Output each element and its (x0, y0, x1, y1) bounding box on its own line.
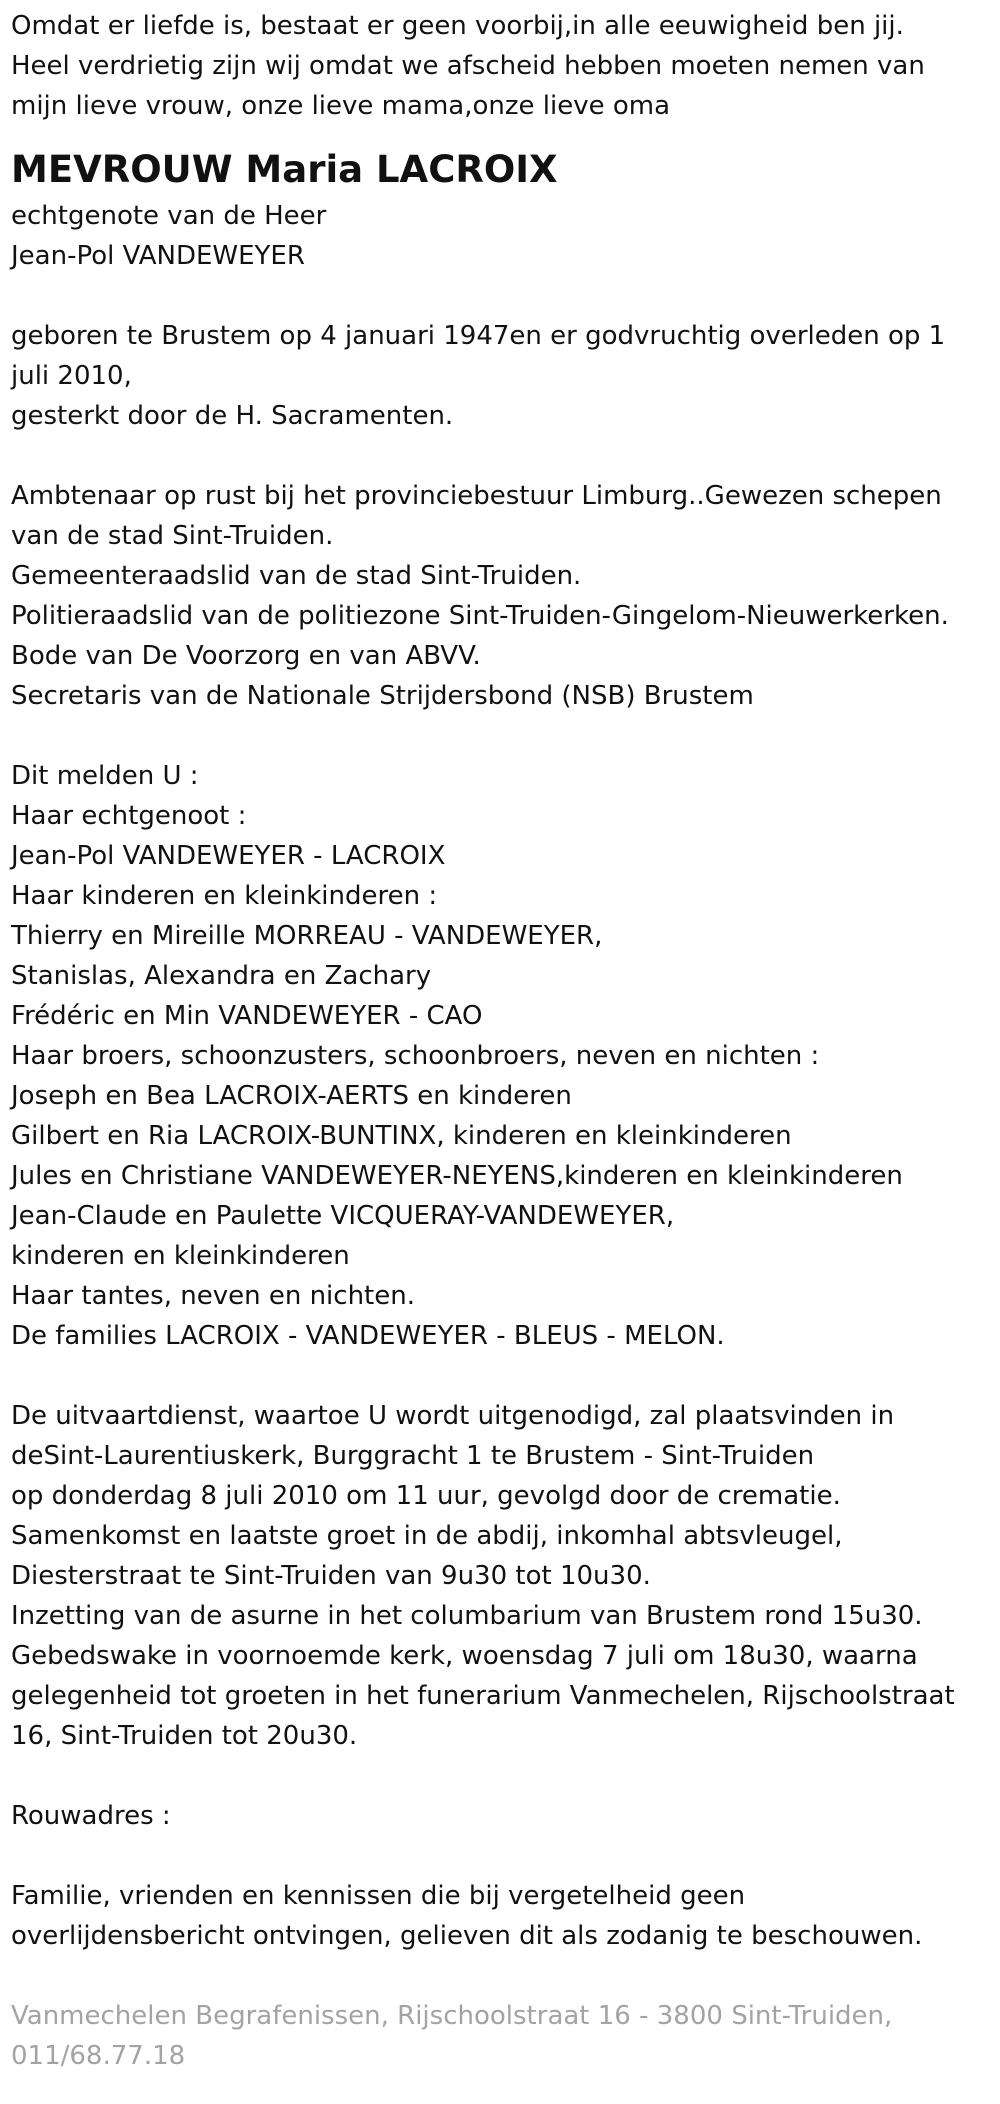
family-line: Haar echtgenoot : (11, 801, 247, 831)
intro-verse (11, 6, 988, 126)
mourning-address-label: Rouwadres : (11, 1801, 171, 1831)
career-line: Secretaris van de Nationale Strijdersbond (NSB) Brustem (11, 681, 754, 711)
family-line: Joseph en Bea LACROIX-AERTS en kinderen (11, 1081, 572, 1111)
service-line: Inzetting van de asurne in het columbarium van Brustem rond 15u30. (11, 1601, 923, 1631)
service-line: deSint-Laurentiuskerk, Burggracht 1 te Brustem - Sint-Truiden (11, 1441, 815, 1471)
service-line: 16, Sint-Truiden tot 20u30. (11, 1721, 358, 1751)
spacer (11, 1756, 988, 1796)
spouse-line: echtgenote van de Heer (11, 201, 327, 231)
family-line: Jules en Christiane VANDEWEYER-NEYENS,kinderen en kleinkinderen (11, 1161, 903, 1191)
intro-line: Heel verdrietig zijn wij omdat we afscheid hebben moeten nemen van (11, 51, 925, 81)
deceased-name: MEVROUW Maria LACROIX (11, 148, 558, 191)
family-line: Haar kinderen en kleinkinderen : (11, 881, 438, 911)
career-info (11, 476, 988, 716)
family-line: kinderen en kleinkinderen (11, 1241, 350, 1271)
family-line: Jean-Pol VANDEWEYER - LACROIX (11, 841, 446, 871)
notice-text (11, 1876, 988, 1956)
family-line: Jean-Claude en Paulette VICQUERAY-VANDEWEYER, (11, 1201, 675, 1231)
family-line: Thierry en Mireille MORREAU - VANDEWEYER, (11, 921, 603, 951)
birth-line: juli 2010, (11, 361, 132, 391)
service-line: Diesterstraat te Sint-Truiden van 9u30 tot 10u30. (11, 1561, 651, 1591)
family-line: Haar broers, schoonzusters, schoonbroers, neven en nichten : (11, 1041, 820, 1071)
family-line: Dit melden U : (11, 761, 199, 791)
service-line: Samenkomst en laatste groet in de abdij, inkomhal abtsvleugel, (11, 1521, 843, 1551)
spouse-info (11, 196, 988, 276)
family-line: Haar tantes, neven en nichten. (11, 1281, 415, 1311)
birth-line: geboren te Brustem op 4 januari 1947en er godvruchtig overleden op 1 (11, 321, 946, 351)
family-line: Stanislas, Alexandra en Zachary (11, 961, 432, 991)
funeral-home-footer (11, 1996, 988, 2076)
funeral-service-info (11, 1396, 988, 1756)
service-line: op donderdag 8 juli 2010 om 11 uur, gevolgd door de crematie. (11, 1481, 841, 1511)
notice-line: overlijdensbericht ontvingen, gelieven dit als zodanig te beschouwen. (11, 1921, 923, 1951)
intro-line: Omdat er liefde is, bestaat er geen voorbij,in alle eeuwigheid ben jij. (11, 11, 904, 41)
service-line: Gebedswake in voornoemde kerk, woensdag 7 juli om 18u30, waarna (11, 1641, 918, 1671)
birth-death-info (11, 316, 988, 436)
spacer (11, 276, 988, 316)
spacer (11, 436, 988, 476)
spacer (11, 1356, 988, 1396)
birth-line: gesterkt door de H. Sacramenten. (11, 401, 454, 431)
spouse-line: Jean-Pol VANDEWEYER (11, 241, 305, 271)
footer-line: Vanmechelen Begrafenissen, Rijschoolstraat 16 - 3800 Sint-Truiden, (11, 2001, 893, 2031)
family-line: De families LACROIX - VANDEWEYER - BLEUS - MELON. (11, 1321, 725, 1351)
intro-line: mijn lieve vrouw, onze lieve mama,onze lieve oma (11, 91, 671, 121)
career-line: Ambtenaar op rust bij het provinciebestuur Limburg..Gewezen schepen (11, 481, 942, 511)
service-line: gelegenheid tot groeten in het funerarium Vanmechelen, Rijschoolstraat (11, 1681, 955, 1711)
career-line: van de stad Sint-Truiden. (11, 521, 334, 551)
career-line: Bode van De Voorzorg en van ABVV. (11, 641, 481, 671)
spacer (11, 716, 988, 756)
spacer (11, 1836, 988, 1876)
family-line: Gilbert en Ria LACROIX-BUNTINX, kinderen en kleinkinderen (11, 1121, 792, 1151)
family-list (11, 756, 988, 1356)
family-line: Frédéric en Min VANDEWEYER - CAO (11, 1001, 483, 1031)
career-line: Gemeenteraadslid van de stad Sint-Truiden. (11, 561, 582, 591)
service-line: De uitvaartdienst, waartoe U wordt uitgenodigd, zal plaatsvinden in (11, 1401, 895, 1431)
career-line: Politieraadslid van de politiezone Sint-Truiden-Gingelom-Nieuwerkerken. (11, 601, 949, 631)
notice-line: Familie, vrienden en kennissen die bij vergetelheid geen (11, 1881, 746, 1911)
footer-phone: 011/68.77.18 (11, 2041, 186, 2071)
